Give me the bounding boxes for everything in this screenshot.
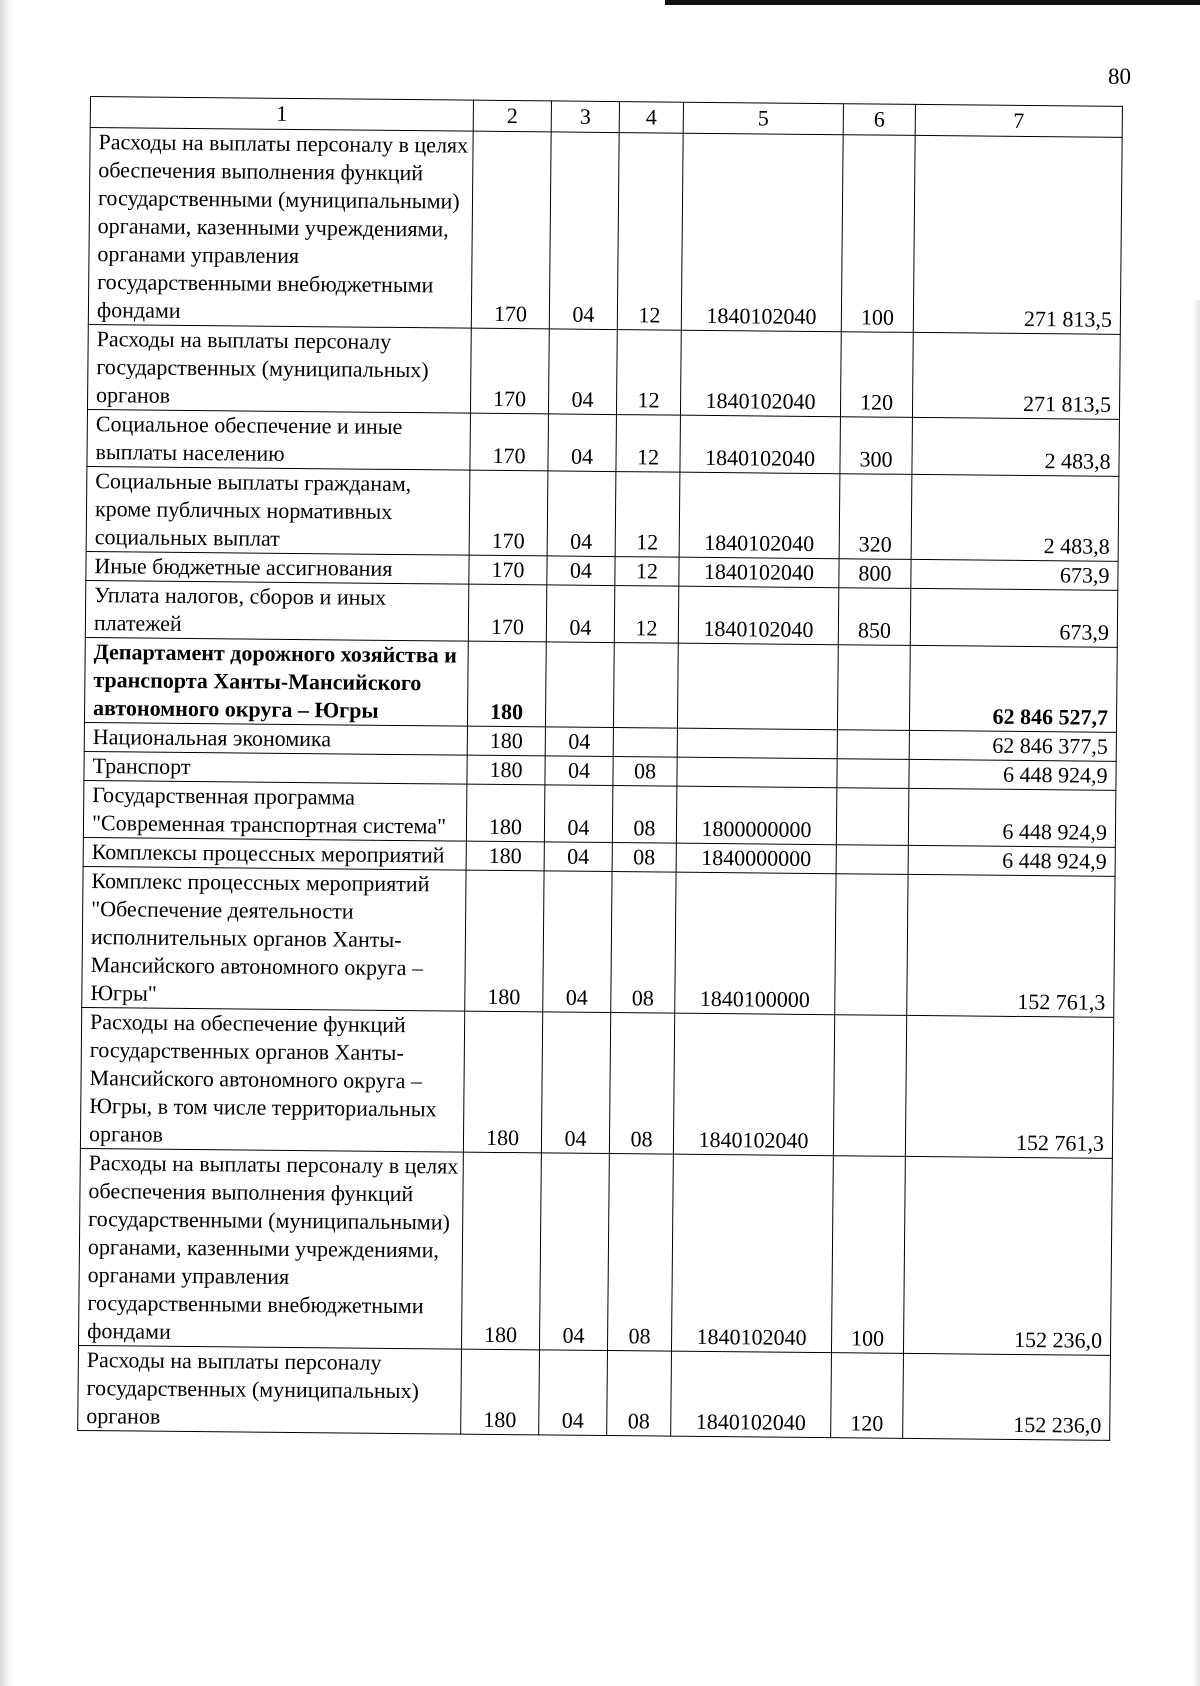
target-article-cell: 1800000000 xyxy=(676,786,837,845)
subsection-code-cell: 12 xyxy=(616,330,681,416)
admin-code-cell: 170 xyxy=(468,584,547,642)
target-article-cell xyxy=(677,643,838,730)
section-code-cell: 04 xyxy=(539,1350,608,1436)
expense-type-cell xyxy=(837,645,910,731)
section-code-cell: 04 xyxy=(547,556,615,586)
amount-cell: 271 813,5 xyxy=(912,332,1120,419)
expense-type-cell: 850 xyxy=(838,588,911,646)
section-code-cell: 04 xyxy=(548,414,617,472)
amount-cell: 6 448 924,9 xyxy=(908,788,1116,847)
admin-code-cell: 180 xyxy=(465,870,544,1012)
section-code-cell: 04 xyxy=(545,727,613,757)
expense-type-cell: 120 xyxy=(831,1353,904,1439)
top-border-line xyxy=(665,0,1200,5)
table-row xyxy=(82,866,1115,1017)
amount-cell: 152 761,3 xyxy=(907,874,1115,1017)
admin-code-cell: 180 xyxy=(461,1152,541,1350)
subsection-code-cell: 12 xyxy=(617,133,683,331)
subsection-code-cell: 12 xyxy=(615,472,680,558)
admin-code-cell: 180 xyxy=(466,784,545,842)
amount-cell: 673,9 xyxy=(910,588,1118,647)
admin-code-cell: 180 xyxy=(467,641,546,727)
subsection-code-cell: 08 xyxy=(613,757,677,787)
target-article-cell: 1840102040 xyxy=(671,1154,833,1353)
subsection-code-cell: 08 xyxy=(607,1351,672,1437)
row-name-cell: Расходы на выплаты персоналу в целях обеспечения выполнения функций государственными (муниципальными) органами, казенными учреждениями, органами управления государственными внебюджетными фондами xyxy=(79,1148,464,1349)
row-name-cell: Государственная программа "Современная транспортная система" xyxy=(83,780,467,841)
target-article-cell xyxy=(677,728,837,759)
admin-code-cell: 180 xyxy=(467,755,545,785)
section-code-cell: 04 xyxy=(539,1153,609,1351)
section-code-cell: 04 xyxy=(541,1012,610,1154)
target-article-cell: 1840102040 xyxy=(678,586,839,645)
subsection-code-cell: 08 xyxy=(612,786,677,844)
row-name-cell: Уплата налогов, сборов и иных платежей xyxy=(85,580,469,641)
admin-code-cell: 170 xyxy=(471,131,551,329)
section-code-cell: 04 xyxy=(546,585,615,643)
amount-cell: 152 761,3 xyxy=(905,1015,1113,1158)
amount-cell: 6 448 924,9 xyxy=(909,759,1116,790)
table-row xyxy=(84,637,1117,732)
amount-cell: 152 236,0 xyxy=(903,1353,1111,1440)
target-article-cell: 1840102040 xyxy=(673,1013,834,1156)
table-row xyxy=(88,128,1122,335)
section-code-cell: 04 xyxy=(547,471,616,557)
table-row xyxy=(86,466,1119,561)
row-name-cell: Расходы на выплаты персоналу в целях обеспечения выполнения функций государственными (муниципальными) органами, казенными учреждениями, органами управления государственными внебюджетными фондами xyxy=(88,128,473,329)
amount-cell: 673,9 xyxy=(911,559,1118,590)
subsection-code-cell: 08 xyxy=(607,1154,673,1352)
target-article-cell: 1840102040 xyxy=(679,557,839,588)
expense-type-cell xyxy=(836,788,909,846)
header-cell-1: 1 xyxy=(90,97,473,132)
expense-type-cell xyxy=(833,1015,906,1157)
target-article-cell: 1840102040 xyxy=(679,472,840,559)
table-row xyxy=(83,780,1115,847)
scan-right-edge xyxy=(1192,300,1200,1686)
subsection-code-cell: 12 xyxy=(614,586,679,644)
amount-cell: 62 846 377,5 xyxy=(909,730,1116,761)
scan-left-edge xyxy=(0,0,14,1686)
admin-code-cell: 170 xyxy=(470,413,549,471)
section-code-cell: 04 xyxy=(544,842,612,872)
expense-type-cell xyxy=(837,759,909,789)
section-code-cell: 04 xyxy=(543,871,612,1013)
expense-type-cell: 100 xyxy=(831,1156,905,1354)
row-name-cell: Национальная экономика xyxy=(84,722,467,755)
expense-type-cell: 300 xyxy=(840,417,913,475)
subsection-code-cell: 08 xyxy=(612,843,676,873)
amount-cell: 271 813,5 xyxy=(913,135,1122,334)
header-cell-5: 5 xyxy=(683,102,843,135)
section-code-cell: 04 xyxy=(549,132,619,330)
subsection-code-cell: 08 xyxy=(609,1013,674,1155)
table-row xyxy=(85,580,1117,647)
admin-code-cell: 180 xyxy=(466,841,544,871)
amount-cell: 2 483,8 xyxy=(911,474,1119,561)
amount-cell: 62 846 527,7 xyxy=(909,645,1117,732)
admin-code-cell: 170 xyxy=(469,470,548,556)
expense-type-cell: 120 xyxy=(840,332,913,418)
admin-code-cell: 180 xyxy=(467,726,545,756)
page-number: 80 xyxy=(1108,64,1131,89)
target-article-cell: 1840102040 xyxy=(680,330,841,417)
table-row xyxy=(78,1345,1111,1440)
target-article-cell xyxy=(677,757,837,788)
section-code-cell xyxy=(545,642,614,728)
expense-type-cell xyxy=(837,730,909,760)
admin-code-cell: 180 xyxy=(463,1011,542,1153)
section-code-cell: 04 xyxy=(548,329,617,415)
table-row xyxy=(79,1148,1113,1355)
row-name-cell: Расходы на обеспечение функций государственных органов Ханты-Мансийского автономного округа – Югры, в том числе территориальных органов xyxy=(80,1007,464,1152)
row-name-cell: Расходы на выплаты персоналу государственных (муниципальных) органов xyxy=(78,1345,462,1434)
row-name-cell: Иные бюджетные ассигнования xyxy=(86,551,469,584)
target-article-cell: 1840102040 xyxy=(681,133,843,332)
row-name-cell: Расходы на выплаты персоналу государственных (муниципальных) органов xyxy=(87,324,471,413)
header-cell-6: 6 xyxy=(843,104,915,136)
admin-code-cell: 180 xyxy=(461,1349,540,1435)
header-cell-4: 4 xyxy=(619,102,683,134)
header-cell-7: 7 xyxy=(915,104,1122,137)
section-code-cell: 04 xyxy=(544,785,613,843)
subsection-code-cell: 12 xyxy=(615,557,679,587)
expense-type-cell xyxy=(836,845,908,875)
subsection-code-cell: 12 xyxy=(616,415,681,473)
row-name-cell: Социальное обеспечение и иные выплаты населению xyxy=(87,409,471,470)
table-row xyxy=(87,324,1120,419)
amount-cell: 2 483,8 xyxy=(912,417,1120,476)
budget-table-wrapper xyxy=(77,96,1123,1441)
subsection-code-cell xyxy=(613,728,677,758)
target-article-cell: 1840100000 xyxy=(675,872,836,1015)
header-cell-3: 3 xyxy=(551,101,619,133)
row-name-cell: Транспорт xyxy=(84,751,467,784)
row-name-cell: Комплексы процессных мероприятий xyxy=(83,837,466,870)
subsection-code-cell xyxy=(613,643,678,729)
admin-code-cell: 170 xyxy=(469,555,547,585)
target-article-cell: 1840102040 xyxy=(680,415,841,474)
table-row xyxy=(87,409,1119,476)
row-name-cell: Департамент дорожного хозяйства и транспорта Ханты-Мансийского автономного округа – Югры xyxy=(84,637,468,726)
target-article-cell: 1840000000 xyxy=(676,843,836,874)
header-cell-2: 2 xyxy=(473,100,551,132)
amount-cell: 6 448 924,9 xyxy=(908,845,1115,876)
expense-type-cell: 800 xyxy=(839,559,911,589)
row-name-cell: Социальные выплаты гражданам, кроме публичных нормативных социальных выплат xyxy=(86,466,470,555)
amount-cell: 152 236,0 xyxy=(903,1156,1112,1355)
admin-code-cell: 170 xyxy=(470,328,549,414)
target-article-cell: 1840102040 xyxy=(671,1351,832,1438)
table-row xyxy=(80,1007,1113,1158)
row-name-cell: Комплекс процессных мероприятий "Обеспечение деятельности исполнительных органов Ханты-Мансийского автономного округа – Югры" xyxy=(82,866,466,1011)
subsection-code-cell: 08 xyxy=(611,872,676,1014)
expense-type-cell: 100 xyxy=(841,135,915,333)
section-code-cell: 04 xyxy=(545,756,613,786)
expense-type-cell: 320 xyxy=(839,474,912,560)
expense-type-cell xyxy=(835,874,908,1016)
table-body xyxy=(78,128,1122,1441)
budget-table xyxy=(77,96,1123,1441)
